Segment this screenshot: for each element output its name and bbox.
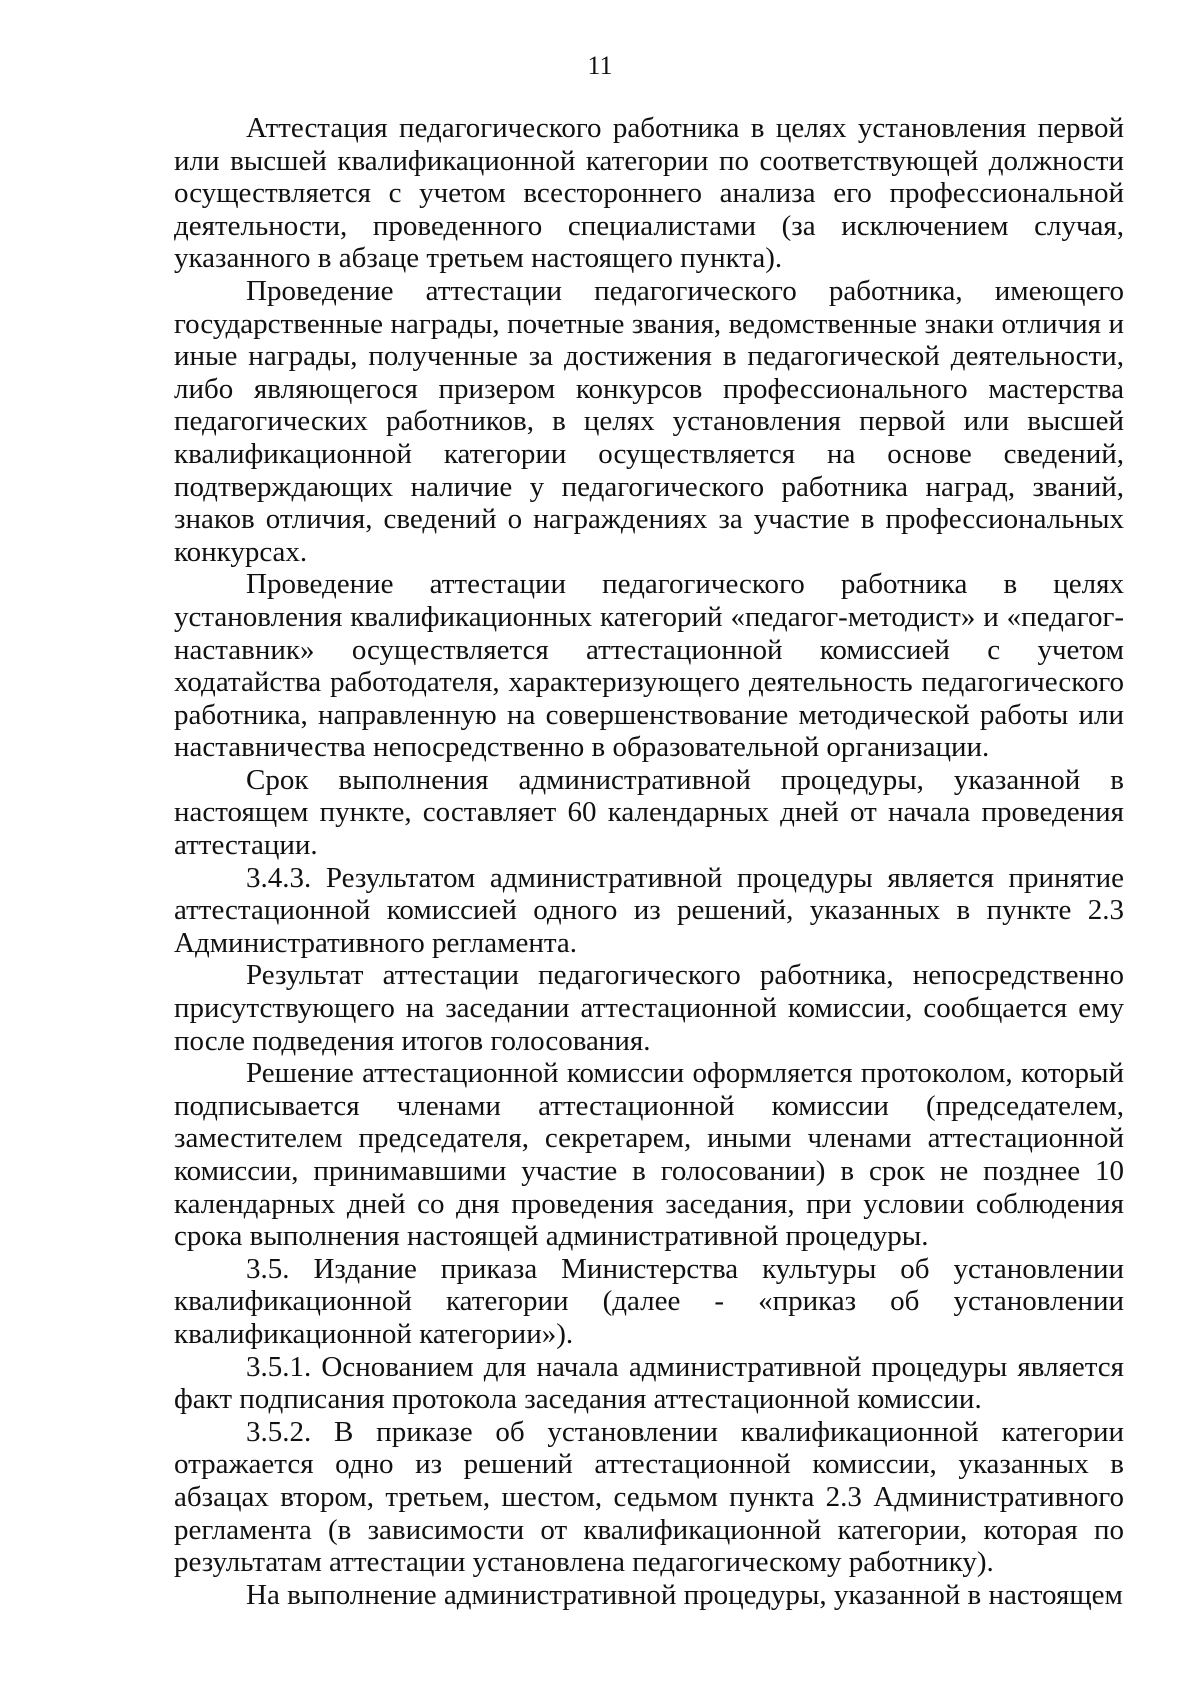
paragraph-3-5-1: 3.5.1. Основанием для начала административной процедуры является факт подписания протокола заседания аттестационной комиссии. — [174, 1350, 1124, 1416]
paragraph-procedure-execution: На выполнение административной процедуры, указанной в настоящем — [246, 1578, 1123, 1611]
paragraph-commission-protocol: Решение аттестационной комиссии оформляется протоколом, который подписывается членами аттестационной комиссии (председателем, заместителем председателя, секретарем, иными членами аттестационной комиссии, принимавшими участие в голосовании) в срок не позднее 10 календарных дней со дня проведения заседания, при условии соблюдения срока выполнения настоящей административной процедуры. — [174, 1057, 1124, 1253]
paragraph-3-5-2: 3.5.2. В приказе об установлении квалификационной категории отражается одно из решений аттестационной комиссии, указанных в абзацах втором, третьем, шестом, седьмом пункта 2.3 Административного регламента (в зависимости от квалификационной категории, которая по результатам аттестации установлена педагогическому работнику). — [174, 1415, 1124, 1579]
paragraph-attestation-methodist-mentor: Проведение аттестации педагогического работника в целях установления квалификационных категорий «педагог-методист» и «педагог-наставник» осуществляется аттестационной комиссией с учетом ходатайства работодателя, характеризующего деятельность педагогического работника, направленную на совершенствование методической работы или наставничества непосредственно в образовательной организации. — [174, 568, 1124, 764]
paragraph-3-5: 3.5. Издание приказа Министерства культуры об установлении квалификационной категории (далее - «приказ об установлении квалификационной категории»). — [174, 1252, 1124, 1350]
page-number: 11 — [587, 51, 613, 80]
paragraph-attestation-awards: Проведение аттестации педагогического работника, имеющего государственные награды, почетные звания, ведомственные знаки отличия и иные награды, полученные за достижения в педагогической деятельности, либо являющегося призером конкурсов профессионального мастерства педагогических работников, в целях установления первой или высшей квалификационной категории осуществляется на основе сведений, подтверждающих наличие у педагогического работника наград, званий, знаков отличия, сведений о награждениях за участие в профессиональных конкурсах. — [174, 274, 1124, 568]
paragraph-attestation-first-highest: Аттестация педагогического работника в целях установления первой или высшей квалификационной категории по соответствующей должности осуществляется с учетом всестороннего анализа его профессиональной деятельности, проведенного специалистами (за исключением случая, указанного в абзаце третьем настоящего пункта). — [174, 112, 1124, 275]
paragraph-procedure-deadline: Срок выполнения административной процедуры, указанной в настоящем пункте, составляет 60 календарных дней от начала проведения аттестации. — [174, 763, 1124, 862]
paragraph-3-4-3: 3.4.3. Результатом административной процедуры является принятие аттестационной комиссией одного из решений, указанных в пункте 2.3 Административного регламента. — [174, 861, 1124, 959]
document-body — [174, 112, 1124, 1611]
paragraph-result-announcement: Результат аттестации педагогического работника, непосредственно присутствующего на заседании аттестационной комиссии, сообщается ему после подведения итогов голосования. — [174, 959, 1124, 1057]
